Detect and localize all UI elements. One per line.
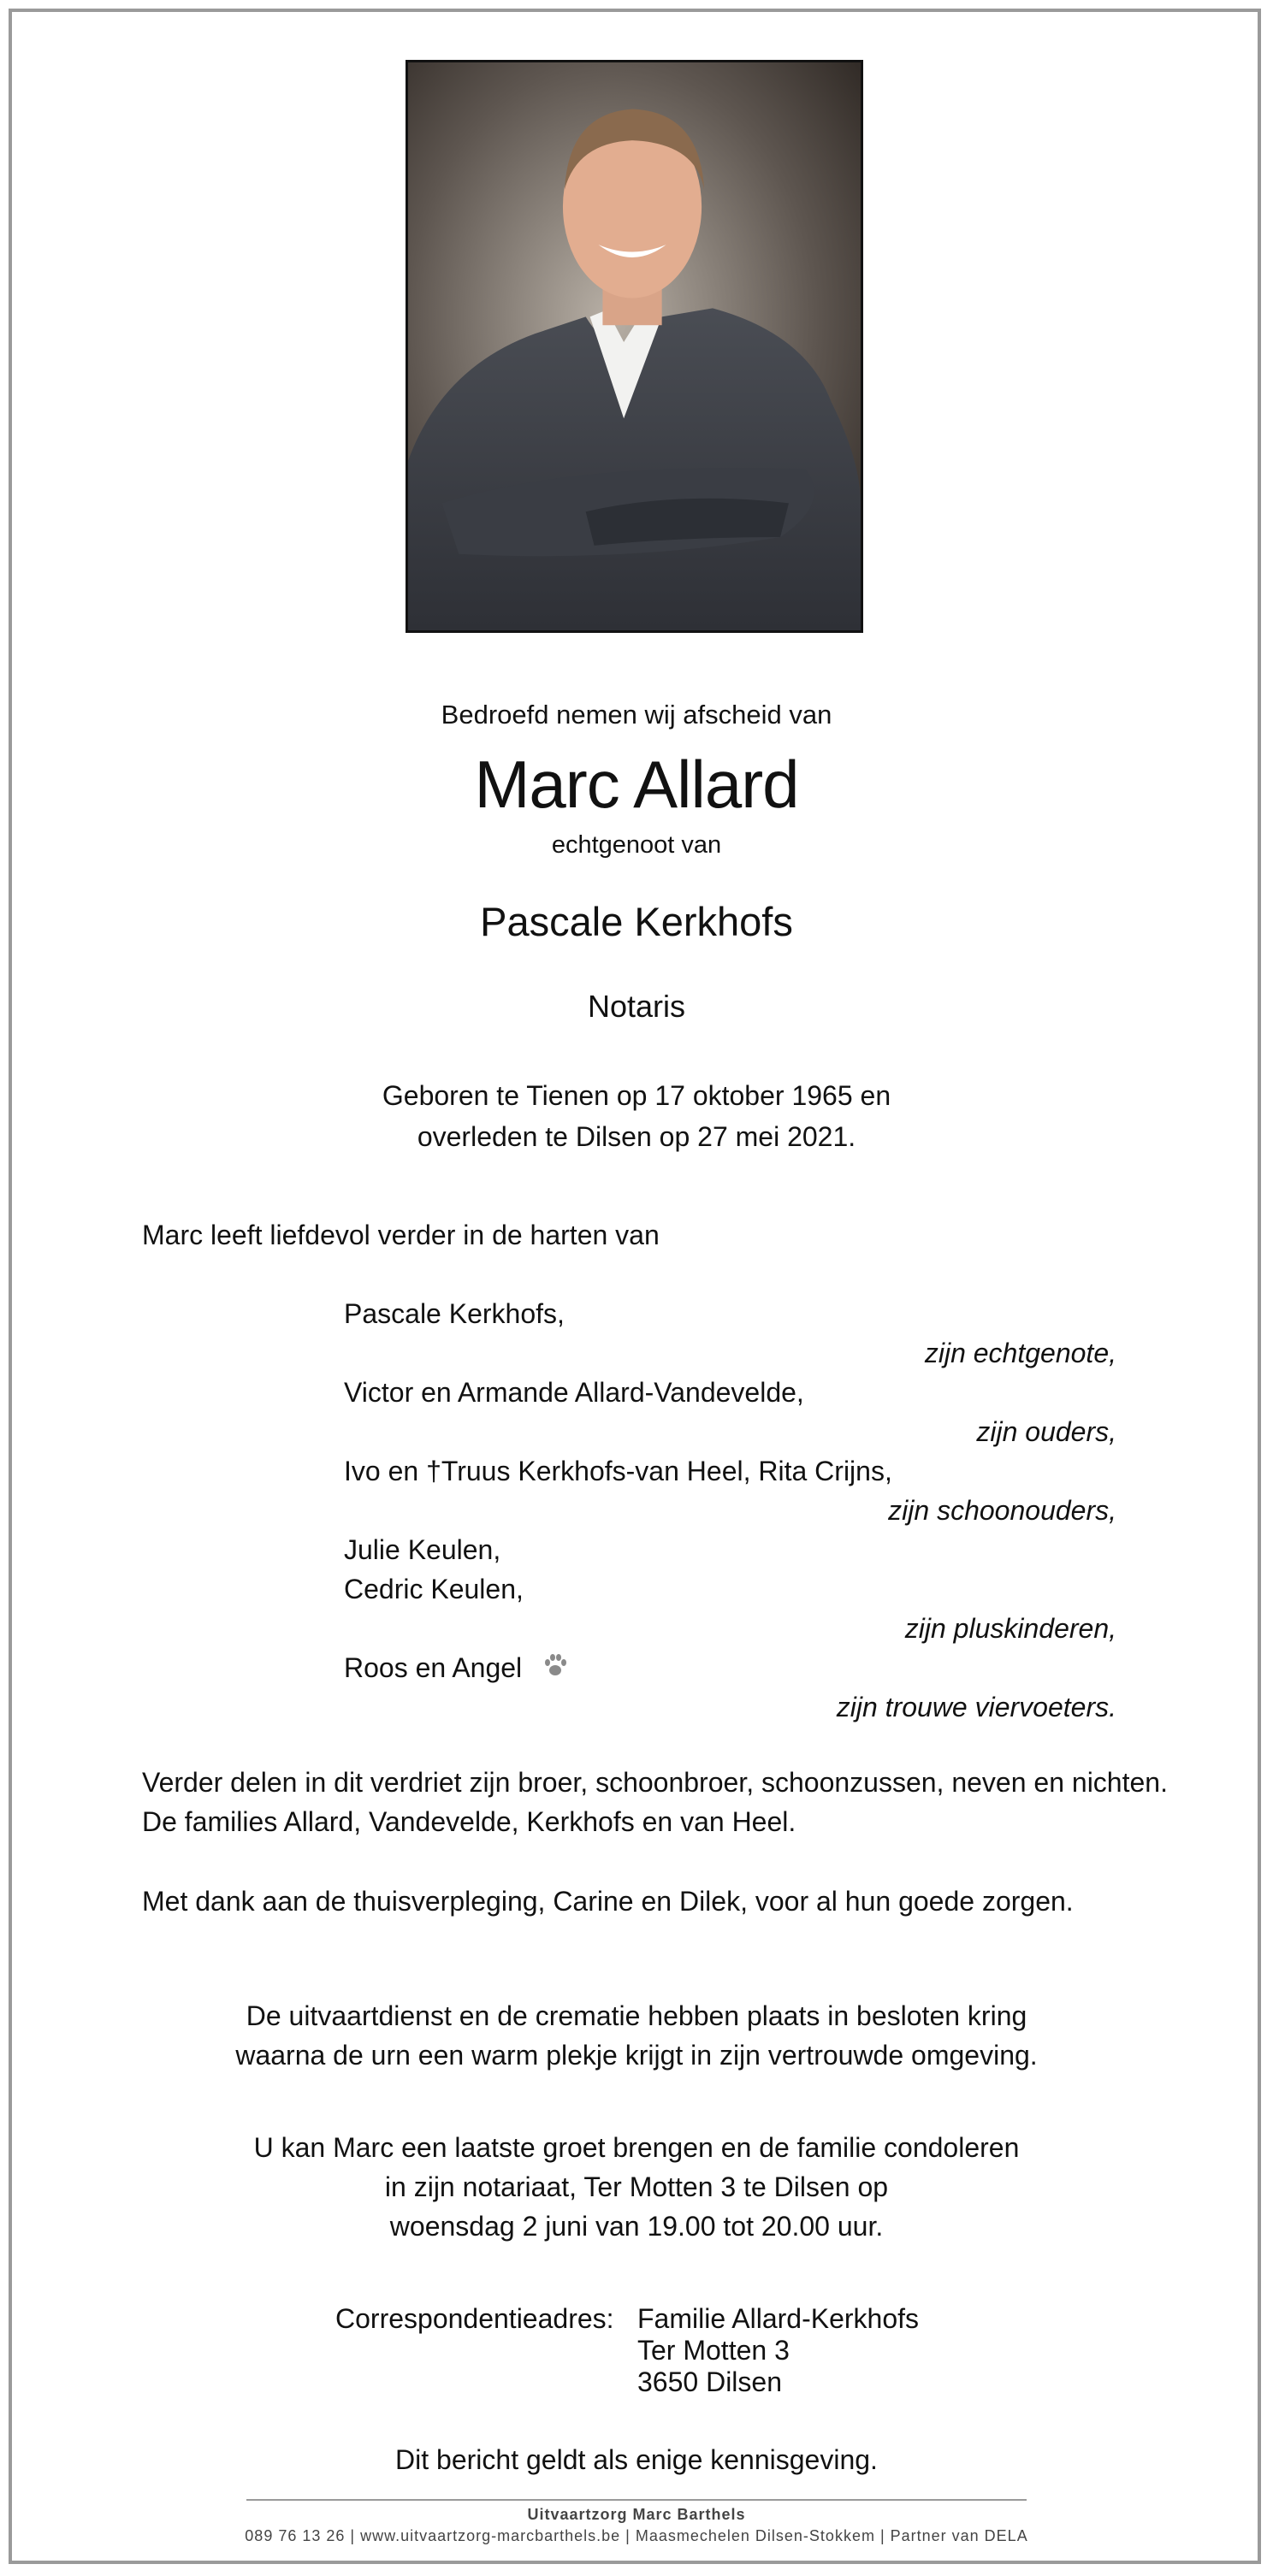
family-relation: zijn echtgenote, xyxy=(924,1338,1116,1368)
family-names: Victor en Armande Allard-Vandevelde, xyxy=(344,1377,804,1408)
service-line: De uitvaartdienst en de crematie hebben plaats in besloten kring xyxy=(246,2000,1027,2031)
profession-title: Notaris xyxy=(587,989,686,1024)
family-relation: zijn schoonouders, xyxy=(888,1495,1116,1526)
visitation-info xyxy=(0,2128,1273,2246)
spouse-name: Pascale Kerkhofs xyxy=(480,899,793,944)
family-names: Ivo en †Truus Kerkhofs-van Heel, Rita Crijns, xyxy=(344,1456,892,1486)
sharing-grief xyxy=(142,1763,1168,1841)
portrait-photo xyxy=(406,60,863,633)
intro-text: Bedroefd nemen wij afscheid van xyxy=(441,700,832,730)
service-line: waarna de urn een warm plekje krijgt in zijn vertrouwde omgeving. xyxy=(235,2040,1038,2071)
family-relation: zijn pluskinderen, xyxy=(904,1613,1116,1644)
spouse-label: echtgenoot van xyxy=(551,831,722,859)
share-line: De families Allard, Vandevelde, Kerkhofs en van Heel. xyxy=(142,1806,796,1837)
correspondence-address xyxy=(637,2303,919,2398)
visitation-line: in zijn notariaat, Ter Motten 3 te Dilsen op xyxy=(384,2171,889,2202)
deceased-name: Marc Allard xyxy=(474,747,799,822)
correspondence-city: 3650 Dilsen xyxy=(637,2366,782,2397)
family-names: Pascale Kerkhofs, xyxy=(344,1298,565,1329)
thanks-text: Met dank aan de thuisverpleging, Carine en Dilek, voor al hun goede zorgen. xyxy=(142,1886,1074,1917)
footer-divider xyxy=(246,2499,1027,2501)
funeral-home-contact: 089 76 13 26 | www.uitvaartzorg-marcbarthels.be | Maasmechelen Dilsen-Stokkem | Partner van DELA xyxy=(245,2527,1028,2544)
died-line: overleden te Dilsen op 27 mei 2021. xyxy=(417,1121,856,1152)
paw-print-icon xyxy=(542,1650,569,1689)
visitation-line: woensdag 2 juni van 19.00 tot 20.00 uur. xyxy=(389,2211,884,2242)
family-names: Julie Keulen, xyxy=(344,1534,501,1565)
born-line: Geboren te Tienen op 17 oktober 1965 en xyxy=(382,1080,891,1111)
correspondence-name: Familie Allard-Kerkhofs xyxy=(637,2303,919,2334)
funeral-home-name: Uitvaartzorg Marc Barthels xyxy=(527,2506,746,2523)
share-line: Verder delen in dit verdriet zijn broer, schoonbroer, schoonzussen, neven en nichten. xyxy=(142,1767,1168,1798)
notice-text: Dit bericht geldt als enige kennisgeving. xyxy=(395,2444,878,2475)
correspondence-street: Ter Motten 3 xyxy=(637,2335,790,2366)
service-info xyxy=(0,1996,1273,2075)
family-names: Cedric Keulen, xyxy=(344,1574,524,1604)
family-relation: zijn ouders, xyxy=(976,1416,1116,1447)
family-pets xyxy=(344,1648,569,1689)
correspondence-label: Correspondentieadres: xyxy=(335,2303,614,2334)
family-lead: Marc leeft liefdevol verder in de harten van xyxy=(142,1220,660,1250)
visitation-line: U kan Marc een laatste groet brengen en de familie condoleren xyxy=(253,2132,1020,2163)
family-relation: zijn trouwe viervoeters. xyxy=(836,1692,1116,1722)
family-names: Roos en Angel xyxy=(344,1652,523,1683)
birth-death-dates xyxy=(0,1075,1273,1157)
